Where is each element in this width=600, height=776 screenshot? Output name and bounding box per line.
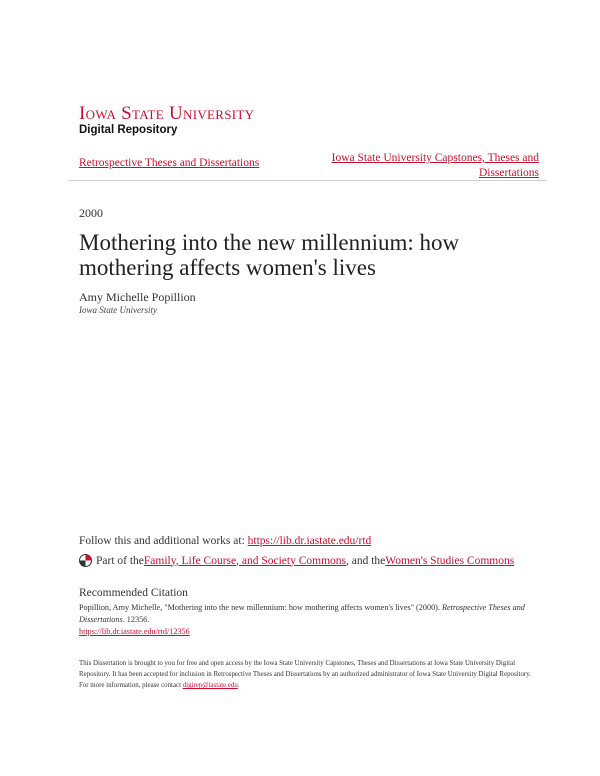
retrospective-theses-link[interactable]: Retrospective Theses and Dissertations <box>79 157 260 169</box>
author-name: Amy Michelle Popillion <box>79 290 196 304</box>
follow-line <box>79 535 371 547</box>
citation-text <box>79 602 539 638</box>
notice-body: This Dissertation is brought to you for free and open access by the Iowa State University Capstones, Theses and Dissertations at Iowa State University Digital Repository. It has been accepted for inclusion in Retrospective Theses and Dissertations by an authorized administrator of Iowa State University Digital Repository. For more information, please contact <box>79 660 531 689</box>
header-divider <box>68 180 546 181</box>
capstones-theses-link[interactable]: Iowa State University Capstones, Theses and Dissertations <box>331 152 539 179</box>
network-commons-icon <box>79 554 92 567</box>
university-logo-name: Iowa State University <box>79 103 255 124</box>
citation-number: . 12356. <box>122 615 150 624</box>
contact-email-link[interactable]: digirep@iastate.edu <box>182 682 238 689</box>
author-affiliation: Iowa State University <box>79 305 157 315</box>
digital-repository-label: Digital Repository <box>79 124 178 136</box>
document-title: Mothering into the new millennium: how mothering affects women's lives <box>79 230 460 280</box>
citation-url-link[interactable]: https://lib.dr.iastate.edu/rtd/12356 <box>79 627 190 636</box>
citation-body: Popillion, Amy Michelle, "Mothering into the new millennium: how mothering affects women's lives" (2000). <box>79 603 442 612</box>
access-notice <box>79 658 539 691</box>
womens-studies-commons-link[interactable]: Women's Studies Commons <box>385 554 515 567</box>
part-of-line <box>79 554 514 567</box>
follow-url-link[interactable]: https://lib.dr.iastate.edu/rtd <box>247 535 372 547</box>
recommended-citation-heading: Recommended Citation <box>79 587 188 599</box>
citation-series: Retrospective Theses and Dissertations <box>79 603 525 624</box>
family-life-course-commons-link[interactable]: Family, Life Course, and Society Commons <box>143 554 346 567</box>
part-of-middle: , and the <box>346 554 386 567</box>
publication-year: 2000 <box>79 206 103 220</box>
follow-prefix: Follow this and additional works at: <box>79 535 248 547</box>
part-of-prefix: Part of the <box>96 554 144 567</box>
notice-end: . <box>237 682 240 689</box>
